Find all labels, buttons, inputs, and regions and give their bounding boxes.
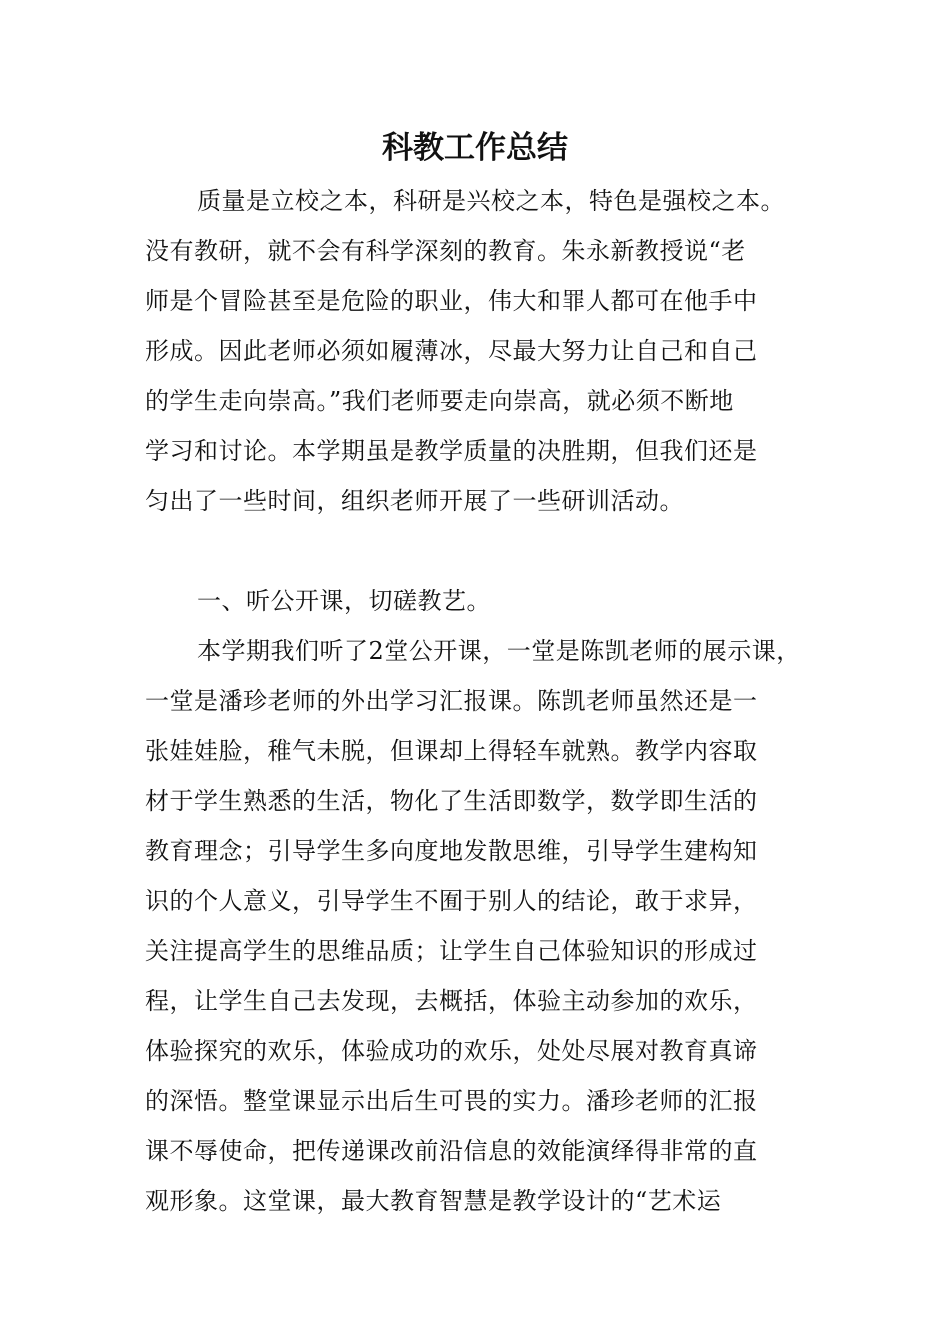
intro-line: 质量是立校之本，科研是兴校之本，特色是强校之本。 [197, 187, 785, 215]
intro-line: 匀出了一些时间，组织老师开展了一些研训活动。 [145, 487, 684, 515]
section1-line: 教育理念；引导学生多向度地发散思维，引导学生建构知 [145, 837, 758, 865]
section1-line: 体验探究的欢乐，体验成功的欢乐，处处尽展对教育真谛 [145, 1037, 758, 1065]
section1-line: 的深悟。整堂课显示出后生可畏的实力。潘珍老师的汇报 [145, 1087, 758, 1115]
section1-line: 课不辱使命，把传递课改前沿信息的效能演绎得非常的直 [145, 1137, 758, 1165]
intro-line: 的学生走向崇高。”我们老师要走向崇高，就必须不断地 [145, 387, 734, 415]
section1-line: 观形象。这堂课，最大教育智慧是教学设计的“艺术运 [145, 1187, 722, 1215]
section1-line: 一堂是潘珍老师的外出学习汇报课。陈凯老师虽然还是一 [145, 687, 758, 715]
section-heading: 一、听公开课，切磋教艺。 [197, 587, 491, 615]
section1-line: 关注提高学生的思维品质；让学生自己体验知识的形成过 [145, 937, 758, 965]
section1-line: 张娃娃脸，稚气未脱，但课却上得轻车就熟。教学内容取 [145, 737, 758, 765]
intro-line: 没有教研，就不会有科学深刻的教育。朱永新教授说“老 [145, 237, 746, 265]
section1-line: 材于学生熟悉的生活，物化了生活即数学，数学即生活的 [145, 787, 758, 815]
section1-line: 程，让学生自己去发现，去概括，体验主动参加的欢乐， [145, 987, 758, 1015]
paragraph-gap [145, 526, 825, 576]
intro-line: 师是个冒险甚至是危险的职业，伟大和罪人都可在他手中 [145, 287, 758, 315]
document-title: 科教工作总结 [382, 130, 568, 166]
document-body [145, 176, 825, 1226]
intro-line: 形成。因此老师必须如履薄冰，尽最大努力让自己和自己 [145, 337, 758, 365]
section1-line: 识的个人意义，引导学生不囿于别人的结论，敢于求异， [145, 887, 758, 915]
section1-line: 本学期我们听了2堂公开课，一堂是陈凯老师的展示课， [197, 637, 801, 665]
intro-line: 学习和讨论。本学期虽是教学质量的决胜期，但我们还是 [145, 437, 758, 465]
